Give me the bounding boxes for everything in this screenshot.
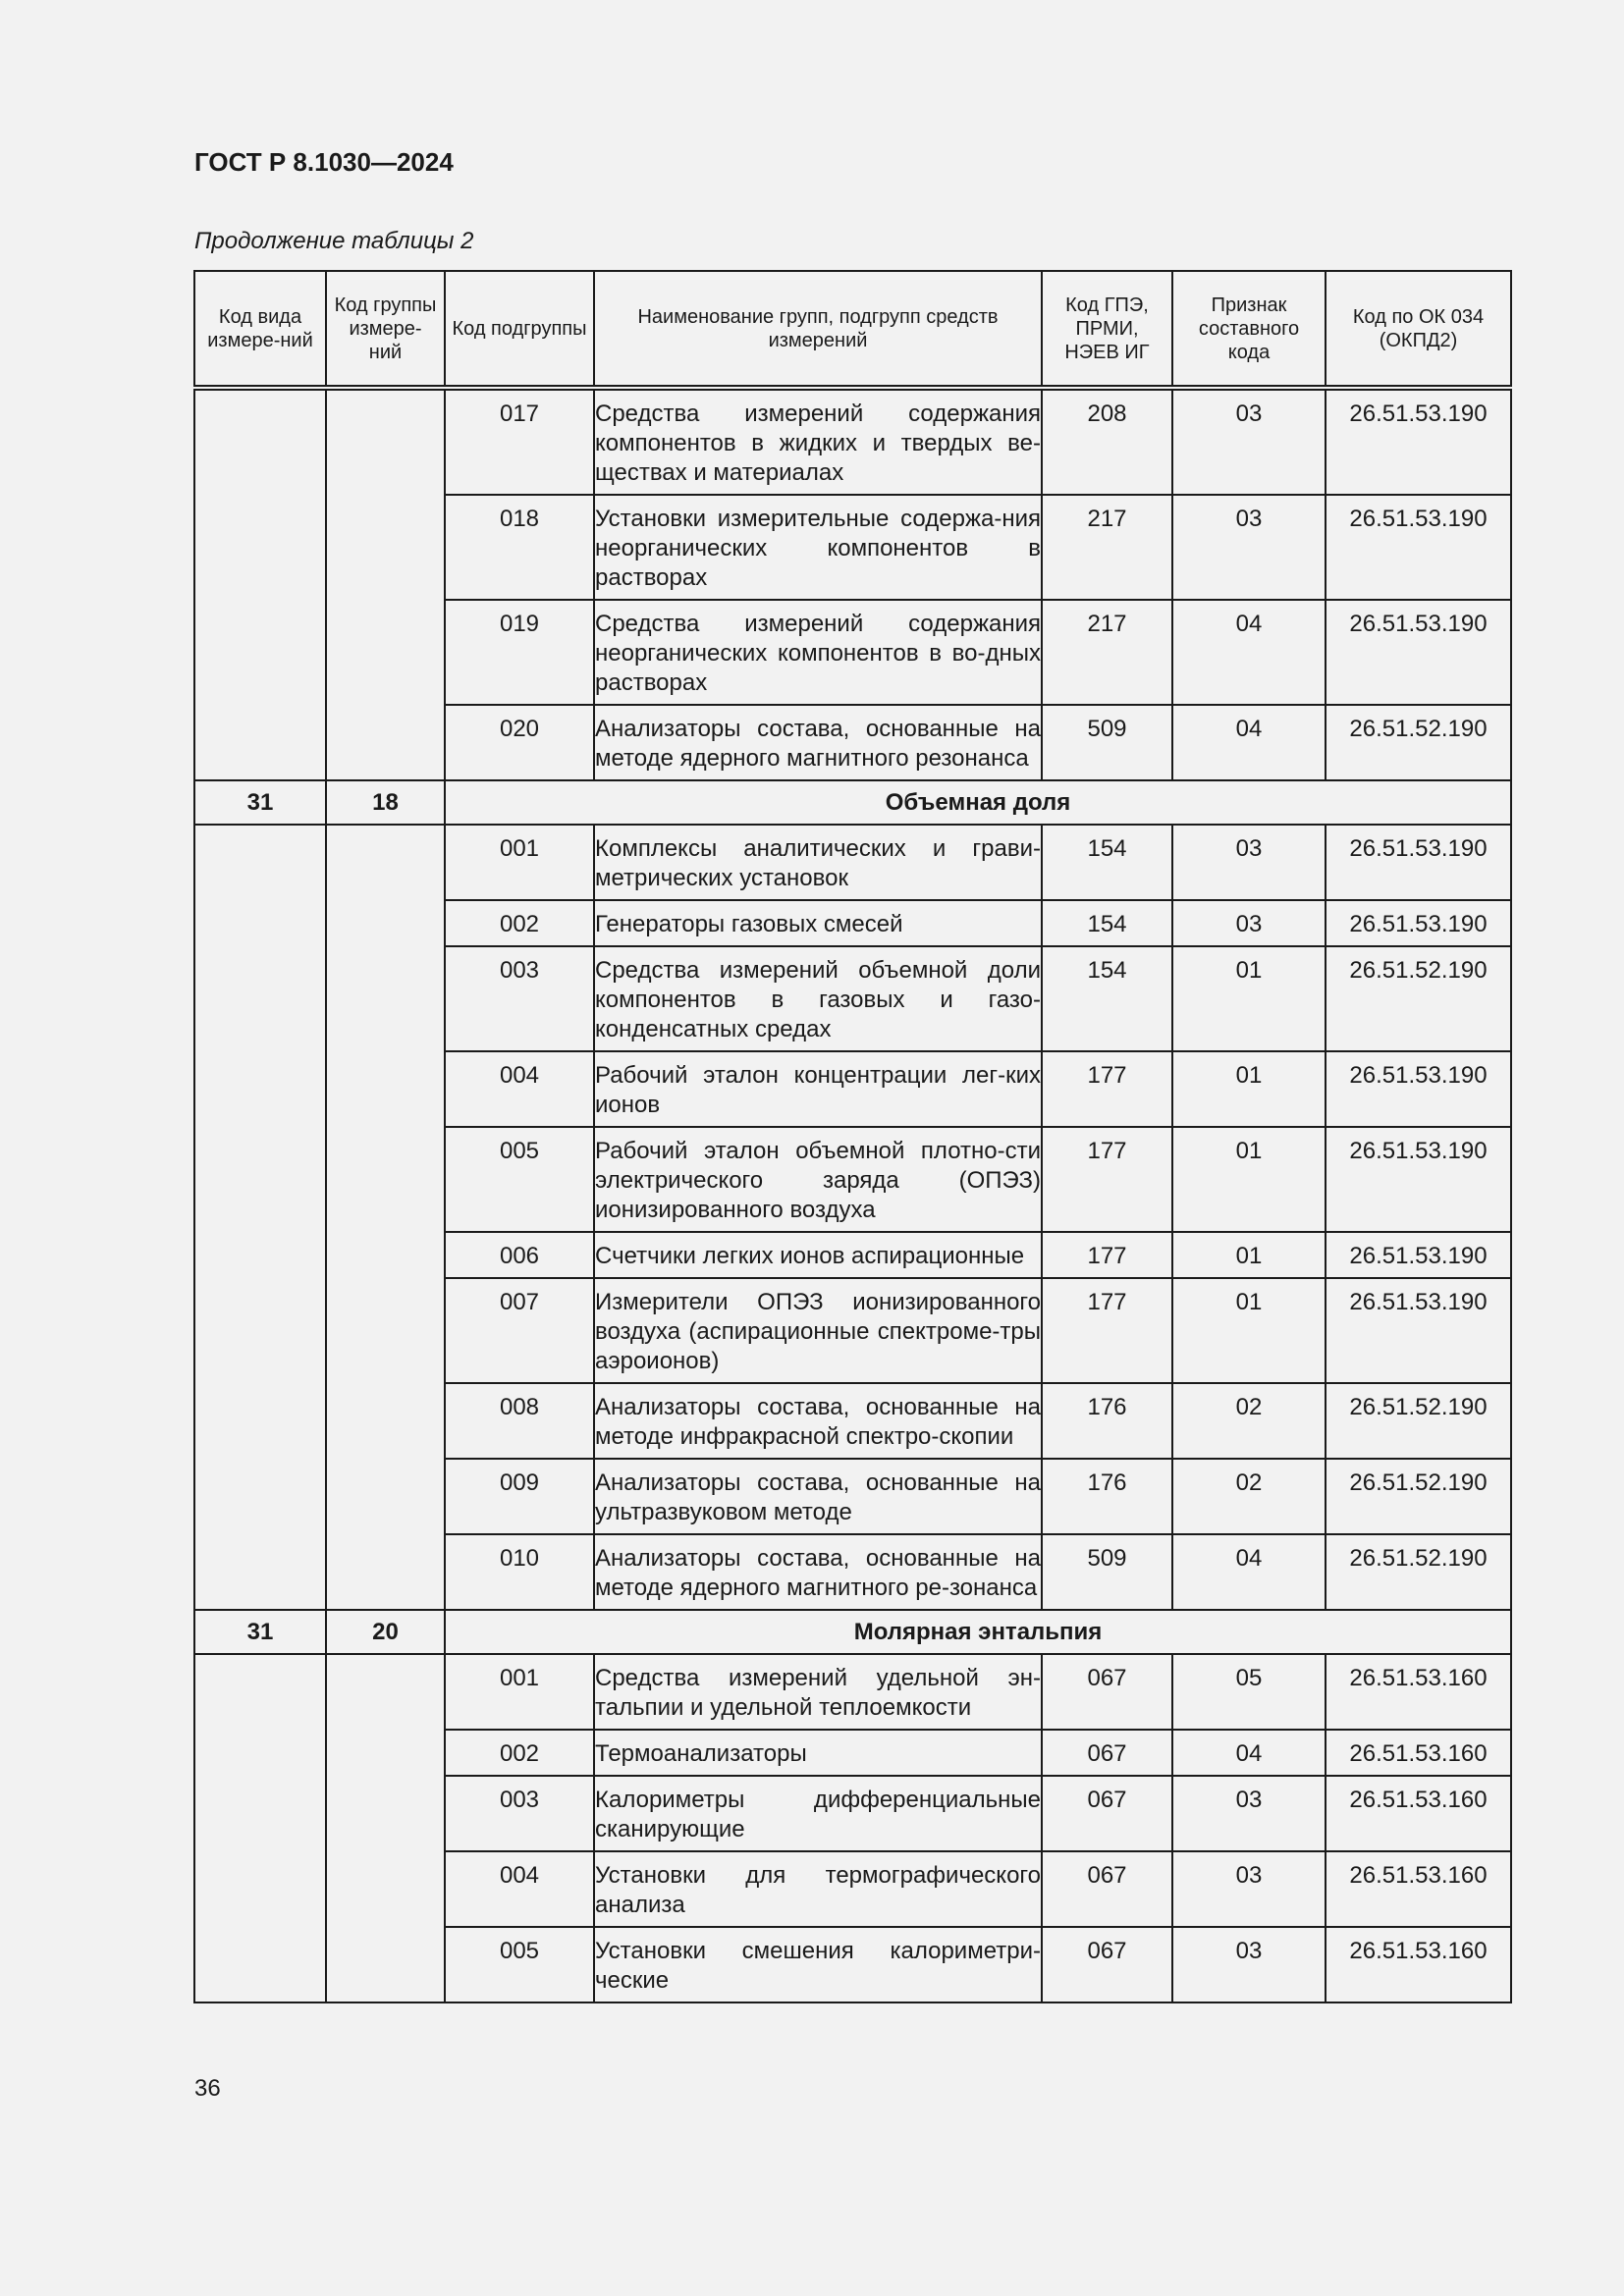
composite-flag-cell: 03: [1172, 1927, 1326, 2002]
name-cell: Анализаторы состава, основанные на методе инфракрасной спектро-скопии: [594, 1383, 1042, 1459]
composite-flag-cell: 01: [1172, 1051, 1326, 1127]
gpe-code-cell: 509: [1042, 1534, 1172, 1610]
subgroup-code-cell: 005: [445, 1127, 594, 1232]
okpd-code-cell: 26.51.53.190: [1326, 1127, 1511, 1232]
composite-flag-cell: 03: [1172, 1851, 1326, 1927]
column-header: Код подгруппы: [445, 271, 594, 388]
name-cell: Термоанализаторы: [594, 1730, 1042, 1776]
okpd-code-cell: 26.51.52.190: [1326, 1383, 1511, 1459]
okpd-code-cell: 26.51.53.190: [1326, 1232, 1511, 1278]
group-kind-code: 31: [194, 1610, 326, 1654]
okpd-code-cell: 26.51.53.160: [1326, 1654, 1511, 1730]
table-caption: Продолжение таблицы 2: [194, 228, 474, 254]
composite-flag-cell: 01: [1172, 1278, 1326, 1383]
column-header: Код вида измере-ний: [194, 271, 326, 388]
table-body: [194, 388, 1511, 2002]
table-header-row: [194, 271, 1511, 388]
okpd-code-cell: 26.51.52.190: [1326, 946, 1511, 1051]
subgroup-code-cell: 005: [445, 1927, 594, 2002]
subgroup-code-cell: 004: [445, 1051, 594, 1127]
okpd-code-cell: 26.51.52.190: [1326, 1534, 1511, 1610]
group-header-row: [194, 780, 1511, 825]
composite-flag-cell: 04: [1172, 705, 1326, 780]
gpe-code-cell: 217: [1042, 600, 1172, 705]
gpe-code-cell: 177: [1042, 1232, 1172, 1278]
group-title: Молярная энтальпия: [445, 1610, 1511, 1654]
gpe-code-cell: 154: [1042, 946, 1172, 1051]
okpd-code-cell: 26.51.53.190: [1326, 1278, 1511, 1383]
blank-kind-cell: [194, 825, 326, 1610]
subgroup-code-cell: 002: [445, 900, 594, 946]
composite-flag-cell: 01: [1172, 1232, 1326, 1278]
table-row: [194, 1654, 1511, 1730]
name-cell: Счетчики легких ионов аспирационные: [594, 1232, 1042, 1278]
name-cell: Калориметры дифференциальные сканирующие: [594, 1776, 1042, 1851]
subgroup-code-cell: 004: [445, 1851, 594, 1927]
subgroup-code-cell: 001: [445, 825, 594, 900]
composite-flag-cell: 02: [1172, 1383, 1326, 1459]
column-header: Код ГПЭ, ПРМИ, НЭЕВ ИГ: [1042, 271, 1172, 388]
name-cell: Средства измерений объемной доли компонентов в газовых и газо-конденсатных средах: [594, 946, 1042, 1051]
gpe-code-cell: 217: [1042, 495, 1172, 600]
composite-flag-cell: 04: [1172, 1730, 1326, 1776]
okpd-code-cell: 26.51.53.160: [1326, 1927, 1511, 2002]
composite-flag-cell: 03: [1172, 388, 1326, 495]
gpe-code-cell: 208: [1042, 388, 1172, 495]
subgroup-code-cell: 020: [445, 705, 594, 780]
name-cell: Средства измерений содержания компонентов в жидких и твердых ве-ществах и материалах: [594, 388, 1042, 495]
group-code: 18: [326, 780, 445, 825]
name-cell: Установки смешения калориметри-ческие: [594, 1927, 1042, 2002]
composite-flag-cell: 03: [1172, 900, 1326, 946]
page-number: 36: [194, 2075, 221, 2102]
column-header: Код по ОК 034 (ОКПД2): [1326, 271, 1511, 388]
codes-table: [193, 270, 1512, 2003]
gpe-code-cell: 067: [1042, 1730, 1172, 1776]
okpd-code-cell: 26.51.53.160: [1326, 1730, 1511, 1776]
name-cell: Средства измерений удельной эн-тальпии и удельной теплоемкости: [594, 1654, 1042, 1730]
okpd-code-cell: 26.51.53.190: [1326, 600, 1511, 705]
blank-group-cell: [326, 388, 445, 780]
subgroup-code-cell: 019: [445, 600, 594, 705]
blank-group-cell: [326, 1654, 445, 2002]
gpe-code-cell: 176: [1042, 1459, 1172, 1534]
okpd-code-cell: 26.51.53.190: [1326, 1051, 1511, 1127]
blank-kind-cell: [194, 1654, 326, 2002]
okpd-code-cell: 26.51.52.190: [1326, 705, 1511, 780]
subgroup-code-cell: 002: [445, 1730, 594, 1776]
subgroup-code-cell: 010: [445, 1534, 594, 1610]
composite-flag-cell: 04: [1172, 1534, 1326, 1610]
group-title: Объемная доля: [445, 780, 1511, 825]
name-cell: Комплексы аналитических и грави-метрических установок: [594, 825, 1042, 900]
composite-flag-cell: 01: [1172, 946, 1326, 1051]
name-cell: Анализаторы состава, основанные на ультразвуковом методе: [594, 1459, 1042, 1534]
subgroup-code-cell: 018: [445, 495, 594, 600]
name-cell: Рабочий эталон объемной плотно-сти электрического заряда (ОПЭЗ) ионизированного воздуха: [594, 1127, 1042, 1232]
gpe-code-cell: 177: [1042, 1127, 1172, 1232]
gpe-code-cell: 067: [1042, 1776, 1172, 1851]
name-cell: Анализаторы состава, основанные на методе ядерного магнитного ре-зонанса: [594, 1534, 1042, 1610]
subgroup-code-cell: 006: [445, 1232, 594, 1278]
okpd-code-cell: 26.51.52.190: [1326, 1459, 1511, 1534]
gpe-code-cell: 154: [1042, 900, 1172, 946]
gpe-code-cell: 177: [1042, 1278, 1172, 1383]
table-row: [194, 388, 1511, 495]
gpe-code-cell: 154: [1042, 825, 1172, 900]
okpd-code-cell: 26.51.53.160: [1326, 1851, 1511, 1927]
subgroup-code-cell: 003: [445, 1776, 594, 1851]
okpd-code-cell: 26.51.53.160: [1326, 1776, 1511, 1851]
okpd-code-cell: 26.51.53.190: [1326, 900, 1511, 946]
gpe-code-cell: 509: [1042, 705, 1172, 780]
okpd-code-cell: 26.51.53.190: [1326, 388, 1511, 495]
group-kind-code: 31: [194, 780, 326, 825]
column-header: Признак составного кода: [1172, 271, 1326, 388]
name-cell: Измерители ОПЭЗ ионизированного воздуха (аспирационные спектроме-тры аэроионов): [594, 1278, 1042, 1383]
column-header: Наименование групп, подгрупп средств измерений: [594, 271, 1042, 388]
name-cell: Генераторы газовых смесей: [594, 900, 1042, 946]
gpe-code-cell: 067: [1042, 1927, 1172, 2002]
name-cell: Установки измерительные содержа-ния неорганических компонентов в растворах: [594, 495, 1042, 600]
gpe-code-cell: 177: [1042, 1051, 1172, 1127]
okpd-code-cell: 26.51.53.190: [1326, 825, 1511, 900]
blank-kind-cell: [194, 388, 326, 780]
composite-flag-cell: 03: [1172, 825, 1326, 900]
composite-flag-cell: 01: [1172, 1127, 1326, 1232]
subgroup-code-cell: 007: [445, 1278, 594, 1383]
document-code: ГОСТ Р 8.1030—2024: [194, 147, 454, 177]
name-cell: Установки для термографического анализа: [594, 1851, 1042, 1927]
composite-flag-cell: 04: [1172, 600, 1326, 705]
column-header: Код группы измере-ний: [326, 271, 445, 388]
subgroup-code-cell: 008: [445, 1383, 594, 1459]
composite-flag-cell: 03: [1172, 1776, 1326, 1851]
subgroup-code-cell: 017: [445, 388, 594, 495]
gpe-code-cell: 176: [1042, 1383, 1172, 1459]
subgroup-code-cell: 003: [445, 946, 594, 1051]
gpe-code-cell: 067: [1042, 1654, 1172, 1730]
okpd-code-cell: 26.51.53.190: [1326, 495, 1511, 600]
group-header-row: [194, 1610, 1511, 1654]
composite-flag-cell: 05: [1172, 1654, 1326, 1730]
name-cell: Рабочий эталон концентрации лег-ких ионов: [594, 1051, 1042, 1127]
gpe-code-cell: 067: [1042, 1851, 1172, 1927]
name-cell: Средства измерений содержания неорганических компонентов в во-дных растворах: [594, 600, 1042, 705]
subgroup-code-cell: 001: [445, 1654, 594, 1730]
composite-flag-cell: 03: [1172, 495, 1326, 600]
table-row: [194, 825, 1511, 900]
name-cell: Анализаторы состава, основанные на методе ядерного магнитного резонанса: [594, 705, 1042, 780]
group-code: 20: [326, 1610, 445, 1654]
subgroup-code-cell: 009: [445, 1459, 594, 1534]
blank-group-cell: [326, 825, 445, 1610]
composite-flag-cell: 02: [1172, 1459, 1326, 1534]
